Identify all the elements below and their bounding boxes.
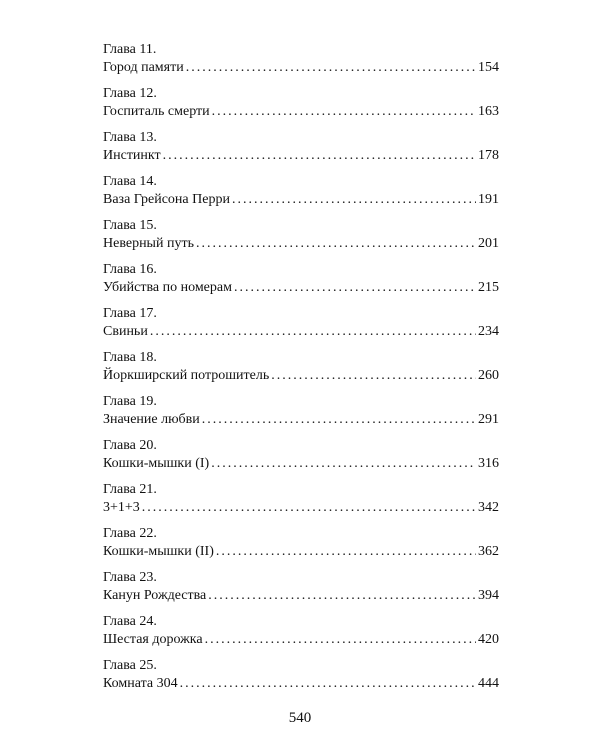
dot-leader (208, 587, 476, 605)
toc-entry (103, 613, 499, 657)
page-number: 362 (478, 544, 499, 559)
chapter-label: Глава 12. (103, 86, 157, 101)
page-number: 394 (478, 588, 499, 603)
toc-line (103, 367, 499, 385)
toc-entry (103, 437, 499, 481)
toc-entry (103, 41, 499, 85)
toc-entry (103, 129, 499, 173)
chapter-label: Глава 24. (103, 614, 157, 629)
dot-leader (196, 235, 476, 253)
dot-leader (211, 455, 476, 473)
page-number: 316 (478, 456, 499, 471)
toc-line (103, 675, 499, 693)
chapter-label: Глава 22. (103, 526, 157, 541)
toc-line (103, 147, 499, 165)
chapter-title: Город памяти (103, 60, 184, 75)
toc-entry (103, 305, 499, 349)
chapter-title: Комната 304 (103, 676, 178, 691)
toc-line (103, 499, 499, 517)
page-number: 215 (478, 280, 499, 295)
chapter-title: Шестая дорожка (103, 632, 203, 647)
chapter-label: Глава 13. (103, 130, 157, 145)
page-number: 234 (478, 324, 499, 339)
toc-line (103, 455, 499, 473)
toc-line (103, 191, 499, 209)
dot-leader (202, 411, 476, 429)
page-number: 178 (478, 148, 499, 163)
page-number: 342 (478, 500, 499, 515)
chapter-title: Госпиталь смерти (103, 104, 210, 119)
chapter-label: Глава 19. (103, 394, 157, 409)
toc-line (103, 279, 499, 297)
toc-line (103, 631, 499, 649)
chapter-title: Кошки-мышки (I) (103, 456, 210, 471)
chapter-label: Глава 17. (103, 306, 157, 321)
chapter-label: Глава 23. (103, 570, 157, 585)
toc-entry (103, 261, 499, 305)
chapter-title: Канун Рождества (103, 588, 207, 603)
toc-line (103, 411, 499, 429)
page-number: 420 (478, 632, 499, 647)
toc-line (103, 103, 499, 121)
chapter-title: Ваза Грейсона Перри (103, 192, 230, 207)
dot-leader (216, 543, 476, 561)
chapter-label: Глава 14. (103, 174, 157, 189)
page-number: 291 (478, 412, 499, 427)
page-number: 260 (478, 368, 499, 383)
toc-line (103, 323, 499, 341)
dot-leader (180, 675, 476, 693)
toc-line (103, 587, 499, 605)
dot-leader (232, 191, 476, 209)
chapter-title: Инстинкт (103, 148, 161, 163)
chapter-label: Глава 15. (103, 218, 157, 233)
chapter-title: Кошки-мышки (II) (103, 544, 214, 559)
chapter-label: Глава 16. (103, 262, 157, 277)
dot-leader (212, 103, 476, 121)
toc-entry (103, 217, 499, 261)
page-number: 191 (478, 192, 499, 207)
toc-line (103, 59, 499, 77)
dot-leader (186, 59, 476, 77)
chapter-title: Йоркширский потрошитель (103, 368, 270, 383)
chapter-title: 3+1+3 (103, 500, 140, 515)
chapter-title: Убийства по номерам (103, 280, 232, 295)
toc-entry (103, 481, 499, 525)
dot-leader (205, 631, 476, 649)
table-of-contents (103, 41, 499, 701)
toc-entry (103, 393, 499, 437)
chapter-label: Глава 11. (103, 42, 157, 57)
page-number: 163 (478, 104, 499, 119)
page-number: 201 (478, 236, 499, 251)
toc-entry (103, 349, 499, 393)
page-number: 444 (478, 676, 499, 691)
dot-leader (142, 499, 476, 517)
chapter-title: Свиньи (103, 324, 148, 339)
chapter-title: Неверный путь (103, 236, 194, 251)
chapter-label: Глава 18. (103, 350, 157, 365)
toc-line (103, 235, 499, 253)
toc-entry (103, 569, 499, 613)
dot-leader (234, 279, 476, 297)
dot-leader (150, 323, 476, 341)
chapter-title: Значение любви (103, 412, 200, 427)
toc-entry (103, 657, 499, 701)
dot-leader (271, 367, 476, 385)
dot-leader (163, 147, 476, 165)
toc-line (103, 543, 499, 561)
toc-entry (103, 525, 499, 569)
chapter-label: Глава 20. (103, 438, 157, 453)
chapter-label: Глава 21. (103, 482, 157, 497)
chapter-label: Глава 25. (103, 658, 157, 673)
folio-page-number: 540 (288, 710, 312, 726)
toc-entry (103, 85, 499, 129)
toc-entry (103, 173, 499, 217)
page-number: 154 (478, 60, 499, 75)
